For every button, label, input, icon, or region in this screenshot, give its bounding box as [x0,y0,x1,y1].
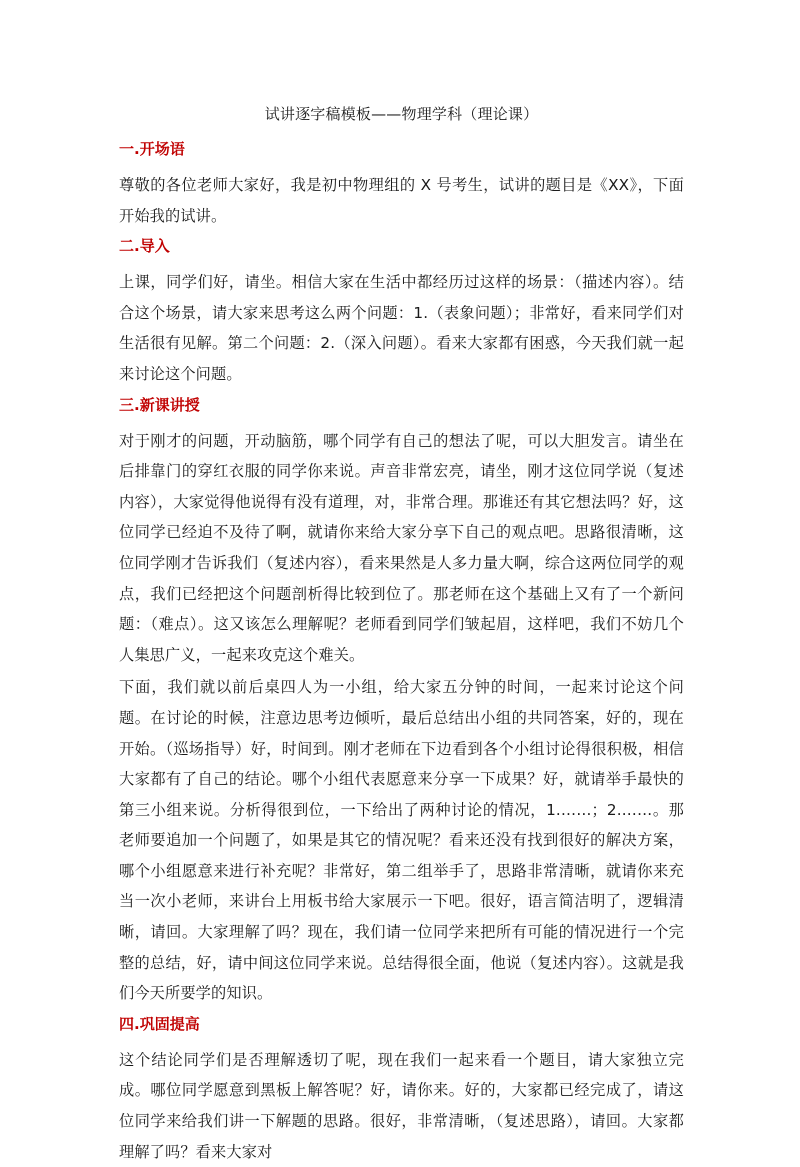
paragraph-new-lesson-1: 对于刚才的问题，开动脑筋，哪个同学有自己的想法了呢，可以大胆发言。请坐在后排靠门的穿红衣服的同学你来说。声音非常宏亮，请坐，刚才这位同学说（复述内容），大家觉得他说得有没有道理，对，非常合理。那谁还有其它想法吗？好，这位同学已经迫不及待了啊，就请你来给大家分享下自己的观点吧。思路很清晰，这位同学刚才告诉我们（复述内容），看来果然是人多力量大啊，综合这两位同学的观点，我们已经把这个问题剖析得比较到位了。那老师在这个基础上又有了一个新问题：（难点）。这又该怎么理解呢？老师看到同学们皱起眉，这样吧，我们不妨几个人集思广义，一起来攻克这个难关。 [119,431,684,664]
document-title: 试讲逐字稿模板——物理学科（理论课） [264,105,539,123]
paragraph-consolidation: 这个结论同学们是否理解透切了呢，现在我们一起来看一个题目，请大家独立完成。哪位同学愿意到黑板上解答呢？好，请你来。好的，大家都已经完成了，请这位同学来给我们讲一下解题的思路。很好，非常清晰，（复述思路），请回。大家都理解了吗？看来大家对 [119,1050,684,1161]
section-heading-introduction: 二.导入 [119,237,170,256]
paragraph-introduction: 上课，同学们好，请坐。相信大家在生活中都经历过这样的场景：（描述内容）。结合这个场景，请大家来思考这么两个问题：1.（表象问题）；非常好，看来同学们对生活很有见解。第二个问题：2.（深入问题）。看来大家都有困惑，今天我们就一起来讨论这个问题。 [119,273,684,383]
section-heading-new-lesson: 三.新课讲授 [119,395,200,414]
paragraph-opening: 尊敬的各位老师大家好，我是初中物理组的 X 号考生，试讲的题目是《XX》，下面开始我的试讲。 [119,176,684,225]
section-heading-opening: 一.开场语 [119,140,185,158]
section-heading-consolidation: 四.巩固提高 [119,1014,200,1033]
paragraph-new-lesson-2: 下面，我们就以前后桌四人为一小组，给大家五分钟的时间，一起来讨论这个问题。在讨论的时候，注意边思考边倾听，最后总结出小组的共同答案，好的，现在开始。（巡场指导）好，时间到。刚才老师在下边看到各个小组讨论得很积极，相信大家都有了自己的结论。哪个小组代表愿意来分享一下成果？好，就请举手最快的第三小组来说。分析得很到位，一下给出了两种讨论的情况，1.……；2.……。那老师要追加一个问题了，如果是其它的情况呢？看来还没有找到很好的解决方案，哪个小组愿意来进行补充呢？非常好，第二组举手了，思路非常清晰，就请你来充当一次小老师，来讲台上用板书给大家展示一下吧。很好，语言简洁明了，逻辑清晰，请回。大家理解了吗？现在，我们请一位同学来把所有可能的情况进行一个完整的总结，好，请中间这位同学来说。总结得很全面，他说（复述内容）。这就是我们今天所要学的知识。 [119,678,684,1003]
